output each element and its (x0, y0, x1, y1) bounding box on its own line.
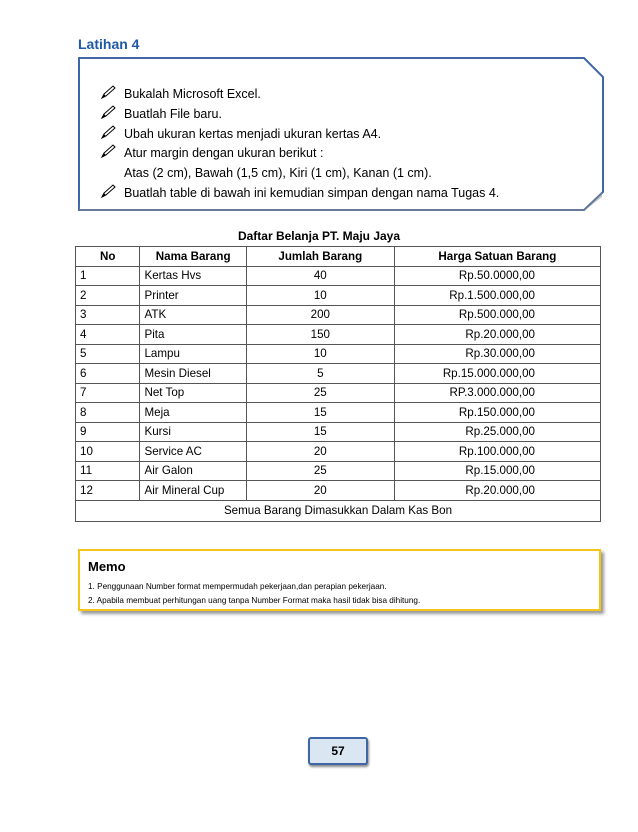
pencil-icon (100, 144, 116, 159)
table-row (76, 461, 601, 481)
column-header-nama-barang: Nama Barang (140, 247, 246, 267)
cell-jumlah-barang: 15 (246, 422, 394, 442)
pencil-icon (100, 125, 116, 140)
table-header-row (76, 247, 601, 267)
cell-no: 12 (76, 481, 140, 501)
memo-box (78, 549, 601, 611)
cell-no: 5 (76, 344, 140, 364)
memo-title: Memo (88, 559, 126, 574)
memo-line: 1. Penggunaan Number format mempermudah pekerjaan,dan perapian pekerjaan. (88, 582, 387, 591)
table-body (76, 266, 601, 500)
column-header-harga-satuan: Harga Satuan Barang (394, 247, 600, 267)
cell-no: 4 (76, 325, 140, 345)
table-row (76, 481, 601, 501)
cell-no: 10 (76, 442, 140, 462)
table-row (76, 422, 601, 442)
instruction-item (100, 144, 499, 164)
cell-no: 1 (76, 266, 140, 286)
cell-nama-barang: Air Galon (140, 461, 246, 481)
cell-jumlah-barang: 25 (246, 383, 394, 403)
cell-harga-satuan: Rp.150.000,00 (394, 403, 600, 423)
table-footer-note: Semua Barang Dimasukkan Dalam Kas Bon (76, 500, 601, 521)
cell-harga-satuan: Rp.20.000,00 (394, 481, 600, 501)
cell-harga-satuan: Rp.15.000.000,00 (394, 364, 600, 384)
cell-no: 8 (76, 403, 140, 423)
memo-line: 2. Apabila membuat perhitungan uang tanpa Number Format maka hasil tidak bisa dihitung. (88, 596, 421, 605)
cell-nama-barang: Pita (140, 325, 246, 345)
cell-harga-satuan: Rp.50.0000,00 (394, 266, 600, 286)
cell-harga-satuan: Rp.500.000,00 (394, 305, 600, 325)
cell-nama-barang: Net Top (140, 383, 246, 403)
table-row (76, 344, 601, 364)
column-header-no: No (76, 247, 140, 267)
instruction-item (100, 125, 499, 145)
pencil-icon (100, 184, 116, 199)
shopping-table (75, 246, 601, 522)
page-number: 57 (308, 737, 368, 765)
table-row (76, 442, 601, 462)
pencil-icon (100, 85, 116, 100)
cell-nama-barang: Kursi (140, 422, 246, 442)
cell-jumlah-barang: 150 (246, 325, 394, 345)
instruction-margin-detail: Atas (2 cm), Bawah (1,5 cm), Kiri (1 cm), Kanan (1 cm). (124, 166, 432, 181)
table-row (76, 266, 601, 286)
cell-jumlah-barang: 15 (246, 403, 394, 423)
table-row (76, 403, 601, 423)
cell-no: 6 (76, 364, 140, 384)
cell-jumlah-barang: 200 (246, 305, 394, 325)
cell-no: 11 (76, 461, 140, 481)
cell-nama-barang: Service AC (140, 442, 246, 462)
cell-nama-barang: Air Mineral Cup (140, 481, 246, 501)
cell-harga-satuan: Rp.1.500.000,00 (394, 286, 600, 306)
table-row (76, 305, 601, 325)
cell-harga-satuan: Rp.25.000,00 (394, 422, 600, 442)
instruction-text: Bukalah Microsoft Excel. (124, 87, 261, 101)
table-footer-row (76, 500, 601, 521)
cell-harga-satuan: Rp.20.000,00 (394, 325, 600, 345)
cell-harga-satuan: Rp.15.000,00 (394, 461, 600, 481)
cell-jumlah-barang: 10 (246, 344, 394, 364)
cell-nama-barang: ATK (140, 305, 246, 325)
instruction-text: Atur margin dengan ukuran berikut : (124, 146, 324, 161)
cell-jumlah-barang: 20 (246, 481, 394, 501)
cell-nama-barang: Lampu (140, 344, 246, 364)
instruction-list (100, 85, 499, 204)
instruction-item (100, 85, 499, 105)
cell-jumlah-barang: 25 (246, 461, 394, 481)
cell-harga-satuan: RP.3.000.000,00 (394, 383, 600, 403)
table-row (76, 286, 601, 306)
cell-no: 2 (76, 286, 140, 306)
table-title: Daftar Belanja PT. Maju Jaya (237, 229, 401, 243)
instruction-box (78, 57, 604, 211)
column-header-jumlah-barang: Jumlah Barang (246, 247, 394, 267)
cell-nama-barang: Kertas Hvs (140, 266, 246, 286)
cell-no: 7 (76, 383, 140, 403)
instruction-item (100, 184, 499, 204)
cell-nama-barang: Mesin Diesel (140, 364, 246, 384)
table-row (76, 364, 601, 384)
cell-harga-satuan: Rp.30.000,00 (394, 344, 600, 364)
cell-jumlah-barang: 40 (246, 266, 394, 286)
instruction-text: Buatlah File baru. (124, 106, 222, 121)
cell-jumlah-barang: 5 (246, 364, 394, 384)
cell-no: 9 (76, 422, 140, 442)
exercise-title: Latihan 4 (78, 36, 140, 52)
pencil-icon (100, 105, 116, 120)
cell-jumlah-barang: 20 (246, 442, 394, 462)
cell-nama-barang: Printer (140, 286, 246, 306)
table-row (76, 325, 601, 345)
cell-jumlah-barang: 10 (246, 286, 394, 306)
cell-harga-satuan: Rp.100.000,00 (394, 442, 600, 462)
table-row (76, 383, 601, 403)
instruction-text: Ubah ukuran kertas menjadi ukuran kertas A4. (124, 126, 382, 141)
instruction-text: Buatlah table di bawah ini kemudian simpan dengan nama Tugas 4. (124, 185, 500, 200)
instruction-item (100, 105, 499, 125)
cell-nama-barang: Meja (140, 403, 246, 423)
cell-no: 3 (76, 305, 140, 325)
